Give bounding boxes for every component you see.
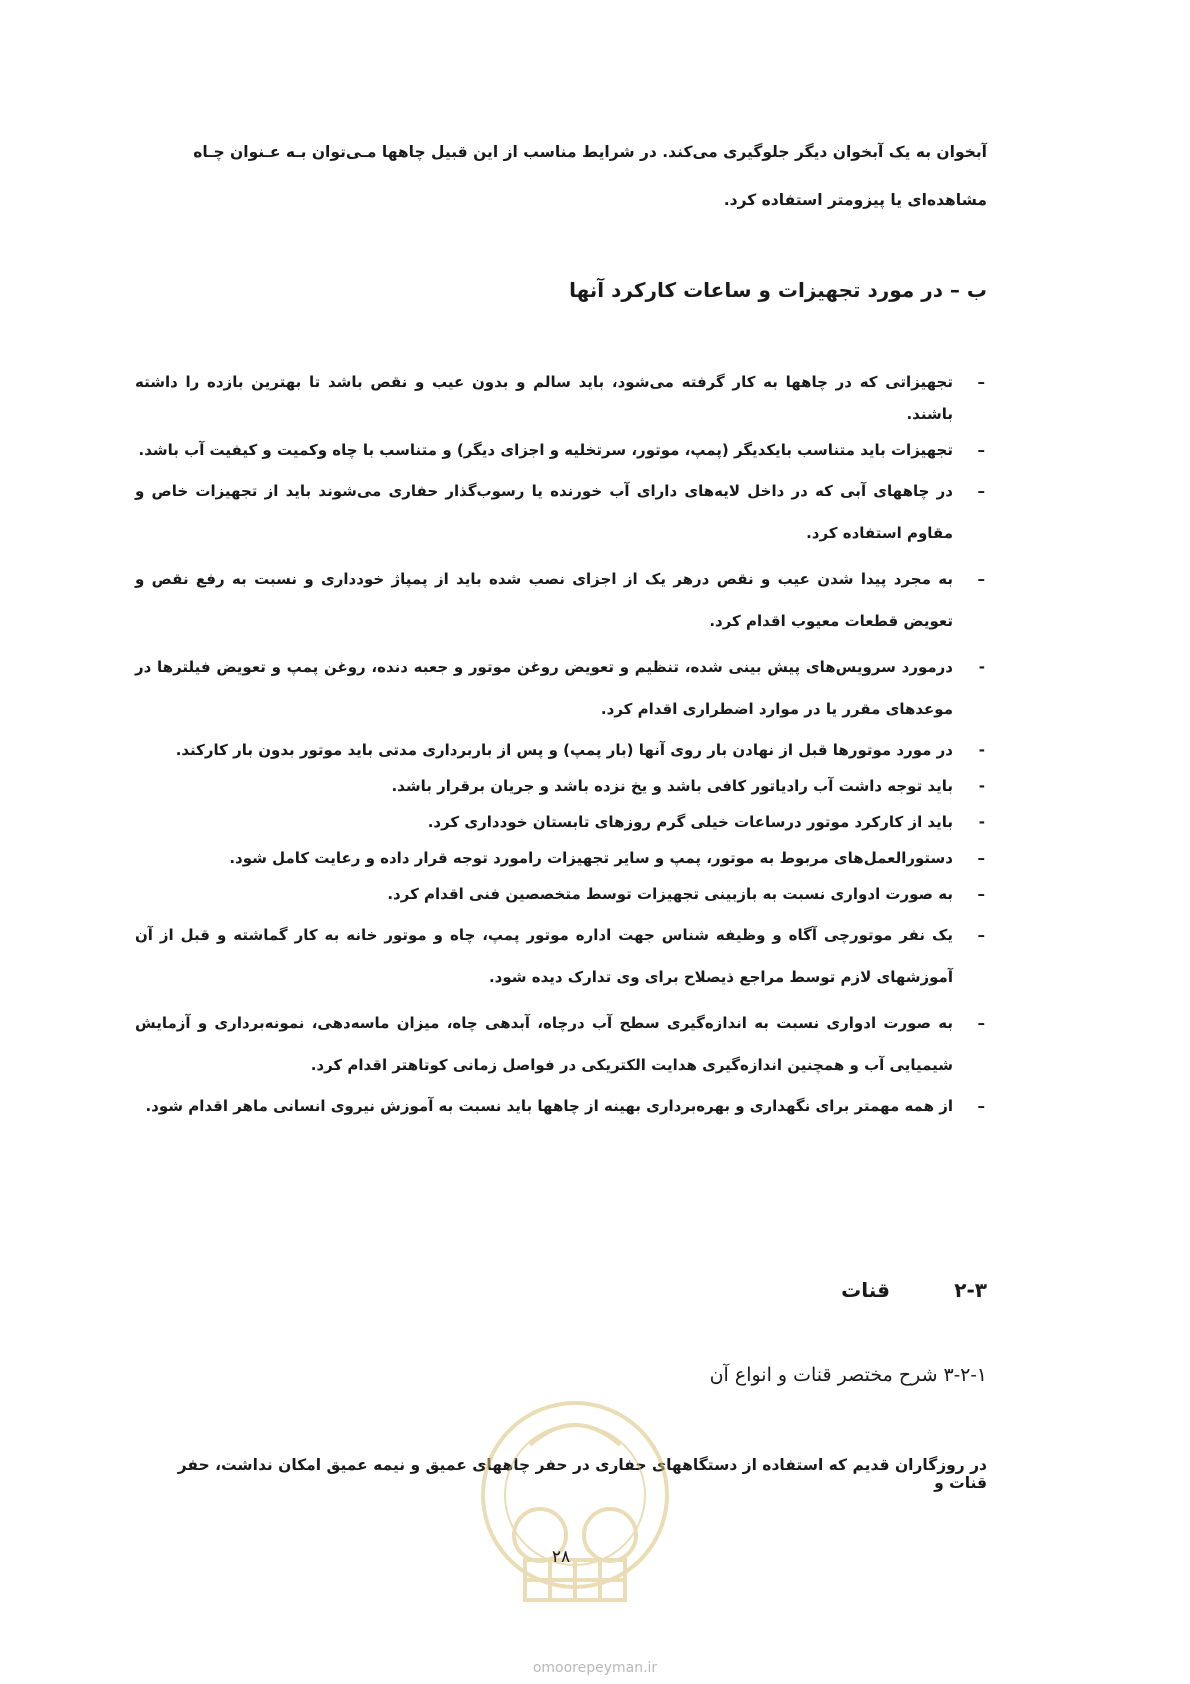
bullet-text: به مجرد پیدا شدن عیب و نقص درهر یک از اجزای نصب شده باید از پمپاژ خودداری و نسبت به رفع نقص و تعویض قطعات معیوب اقدام کرد. (135, 570, 953, 630)
bullet-dash: - (978, 658, 985, 676)
intro-line-2: مشاهده‌ای یا پیزومتر استفاده کرد. (723, 191, 987, 209)
bullet-text: به صورت ادواری نسبت به اندازه‌گیری سطح آب درچاه، آبدهی چاه، میزان ماسه‌دهی، نمونه‌برداری و آزمایش شیمیایی آب و همچنین اندازه‌گیری هدایت الکتریکی در فواصل زمانی کوتاهتر اقدام کرد. (135, 1014, 953, 1074)
intro-paragraph (135, 130, 987, 222)
bullet-item (135, 770, 987, 802)
bullet-item (135, 434, 987, 466)
bullet-item (135, 806, 987, 838)
bullet-dash: – (977, 1014, 985, 1032)
bullet-item (135, 558, 987, 642)
bullet-dash: – (977, 482, 985, 500)
bullet-dash: - (978, 777, 985, 795)
bullet-item (135, 366, 987, 430)
page-number: ۲۸ (551, 1547, 571, 1567)
bullet-text: یک نفر موتورچی آگاه و وظیفه شناس جهت اداره موتور پمپ، چاه و موتور خانه به کار گماشته و قبل از آن آموزشهای لازم توسط مراجع ذیصلاح برای وی تدارک دیده شود. (135, 926, 953, 986)
bullet-dash: - (978, 813, 985, 831)
bullet-dash: – (977, 1097, 985, 1115)
bullet-dash: – (977, 373, 985, 391)
bullet-item (135, 646, 987, 730)
bullet-dash: – (977, 441, 985, 459)
section-title: قنات (841, 1278, 890, 1302)
bullet-item (135, 1090, 987, 1122)
bullet-dash: – (977, 926, 985, 944)
bullet-item (135, 842, 987, 874)
section-number: ۲-۳ (954, 1278, 987, 1302)
bullet-dash: – (977, 849, 985, 867)
bullet-dash: - (978, 741, 985, 759)
bullet-text: دستورالعمل‌های مربوط به موتور، پمپ و سایر تجهیزات رامورد توجه قرار داده و رعایت کامل شود. (229, 849, 953, 867)
bullet-text: تجهیزات باید متناسب بایکدیگر (پمپ، موتور، سرتخلیه و اجزای دیگر) و متناسب با چاه وکمیت و کیفیت آب باشد. (138, 441, 953, 459)
bullet-item (135, 878, 987, 910)
bullet-list (135, 366, 987, 1126)
bullet-item (135, 734, 987, 766)
bullet-text: باید توجه داشت آب رادیاتور کافی باشد و یخ نزده باشد و جریان برقرار باشد. (391, 777, 953, 795)
bullet-text: باید از کارکرد موتور درساعات خیلی گرم روزهای تابستان خودداری کرد. (427, 813, 953, 831)
bullet-text: از همه مهمتر برای نگهداری و بهره‌برداری بهینه از چاهها باید نسبت به آموزش نیروی انسانی ماهر اقدام شود. (145, 1097, 953, 1115)
watermark-url: omoorepeyman.ir (532, 1660, 658, 1676)
bullet-item (135, 1002, 987, 1086)
bullet-item (135, 914, 987, 998)
body-paragraph: در روزگاران قدیم که استفاده از دستگاههای حفاری در حفر چاههای عمیق و نیمه عمیق امکان نداشت، حفر قنات و (177, 1456, 987, 1492)
watermark-logo (470, 1385, 680, 1615)
intro-line-1: آبخوان به یک آبخوان دیگر جلوگیری می‌کند. در شرایط مناسب از این قبیل چاهها مـی‌توان بـه عـنوان چـاه (193, 143, 987, 161)
bullet-dash: – (977, 885, 985, 903)
bullet-text: تجهیزاتی که در چاهها به کار گرفته می‌شود، باید سالم و بدون عیب و نقص باشد تا بهترین بازده را داشته باشند. (135, 373, 953, 423)
bullet-text: به صورت ادواری نسبت به بازبینی تجهیزات توسط متخصصین فنی اقدام کرد. (387, 885, 953, 903)
bullet-text: درمورد سرویس‌های پیش بینی شده، تنظیم و تعویض روغن موتور و جعبه دنده، روغن پمپ و تعویض فیلترها در موعدهای مقرر یا در موارد اضطراری اقدام کرد. (135, 658, 953, 718)
bullet-dash: – (977, 570, 985, 588)
bullet-item (135, 470, 987, 554)
subsection-title: ۳-۲-۱ شرح مختصر قنات و انواع آن (709, 1364, 987, 1386)
section-heading: ب – در مورد تجهیزات و ساعات کارکرد آنها (569, 278, 987, 302)
bullet-text: در مورد موتورها قبل از نهادن بار روی آنها (بار پمپ) و پس از باربرداری مدتی باید موتور بدون بار کارکند. (175, 741, 953, 759)
bullet-text: در چاههای آبی که در داخل لایه‌های دارای آب خورنده یا رسوب‌گذار حفاری می‌شوند باید از تجهیزات خاص و مقاوم استفاده کرد. (135, 482, 953, 542)
